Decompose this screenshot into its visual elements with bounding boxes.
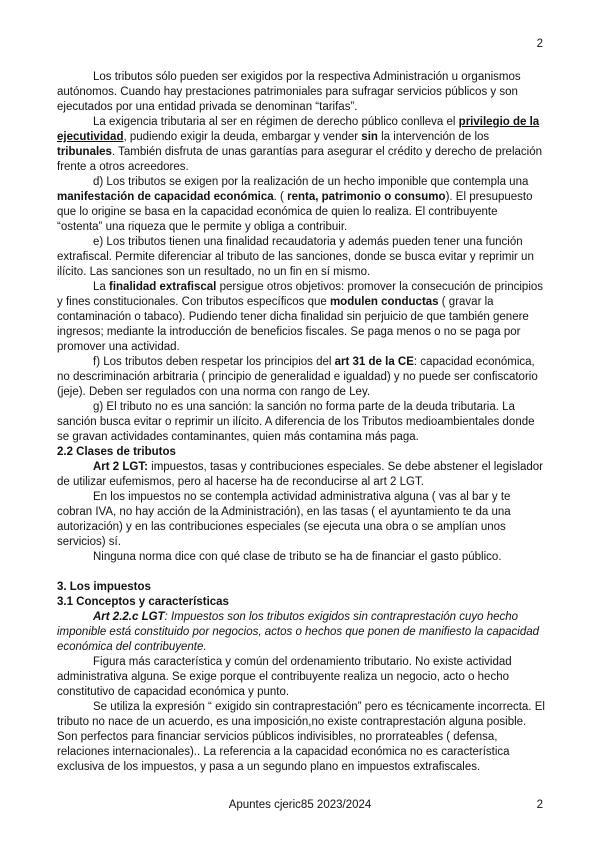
text-run: , pudiendo exigir la deuda, embargar y vender — [123, 131, 362, 143]
text-run: sin — [361, 131, 378, 143]
text-run: impuestos, tasas y contribuciones especiales. Se debe abstener el legislador de utilizar eufemismos, pero al hacerse ha de reconducirse al art 2 LGT. — [57, 461, 544, 488]
paragraph — [57, 490, 545, 550]
paragraph — [57, 460, 545, 490]
text-run: Figura más característica y común del ordenamiento tributario. No existe actividad administrativa alguna. Se exige porque el contribuyente realiza un negocio, acto o hecho constitutivo de capacidad económica y punto. — [57, 656, 512, 698]
text-run: d) Los tributos se exigen por la realización de un hecho imponible que contempla una — [93, 176, 529, 188]
paragraph — [57, 235, 545, 280]
paragraph — [57, 445, 545, 460]
text-run: En los impuestos no se contempla actividad administrativa alguna ( vas al bar y te cobran IVA, no hay acción de la Administración), en las tasas ( el ayuntamiento te da una autorización) y en las contribuciones especiales (se ejecuta una obra o se amplían unos servicios) sí. — [57, 491, 511, 548]
text-run: ). El presupuesto que lo origine se basa en la capacidad económica de quien lo realiza. El contribuyente “ostenta” una riqueza que le permite y obliga a contribuir. — [57, 191, 533, 233]
paragraph — [57, 355, 545, 400]
text-run: . También disfruta de unas garantías para asegurar el crédito y derecho de prelación frente a otros acreedores. — [57, 146, 542, 173]
text-run: Art 2.2.c LGT — [93, 611, 165, 623]
footer-page-number: 2 — [536, 799, 543, 811]
paragraph — [57, 550, 545, 565]
text-run: La exigencia tributaria al ser en régimen de derecho público conlleva el — [93, 116, 459, 128]
page-number-top: 2 — [536, 38, 543, 50]
text-run: : capacidad económica, no descriminación arbitraria ( principio de generalidad e igualdad) y no puede ser confiscatorio (jeje). Deben ser regulados con una norma con rango de Ley. — [57, 356, 538, 398]
text-run: 2.2 Clases de tributos — [57, 446, 176, 458]
text-run: 3. Los impuestos — [57, 581, 151, 593]
paragraph — [57, 580, 545, 595]
paragraph — [57, 655, 545, 700]
text-run: 3.1 Conceptos y características — [57, 596, 229, 608]
paragraph — [57, 610, 545, 655]
document-body — [57, 70, 545, 775]
paragraph — [57, 175, 545, 235]
paragraph — [57, 280, 545, 355]
text-run: g) El tributo no es una sanción: la sanción no forma parte de la deuda tributaria. La sanción busca evitar o reprimir un ilícito. A diferencia de los Tributos medioambientales donde se gravan actividades contaminantes, quien más contamina más paga. — [57, 401, 535, 443]
text-run: modulen conductas — [329, 296, 439, 308]
text-run: persigue otros objetivos: promover la consecución de principios y fines constitucionales. Con tributos específicos que — [57, 281, 544, 308]
text-run: f) Los tributos deben respetar los principios del — [93, 356, 335, 368]
text-run: art 31 de la CE — [334, 356, 414, 368]
text-run: ( gravar la contaminación o tabaco). Pudiendo tener dicha finalidad sin perjuicio de que también genere ingresos; mediante la introducción de beneficios fiscales. Se paga menos o no se paga por promover una actividad. — [57, 296, 529, 353]
text-run: Se utiliza la expresión “ exigido sin contraprestación” pero es técnicamente incorrecta. El tributo no nace de un acuerdo, es una imposición,no existe contraprestación alguna posible. Son perfectos para financiar servicios públicos indivisibles, no prorrateables ( defensa, relaciones internacionales).. La referencia a la capacidad económica no es característica exclusiva de los impuestos, y pasa a un segundo plano en impuestos extrafiscales. — [57, 701, 545, 773]
text-run: . ( — [273, 191, 288, 203]
text-run: Art 2 LGT: — [93, 461, 148, 473]
text-run: : Impuestos son los tributos exigidos sin contraprestación cuyo hecho imponible está constituido por negocios, actos o hechos que ponen de manifiesto la capacidad económica del contribuyente. — [57, 611, 540, 653]
text-run: finalidad extrafiscal — [109, 281, 217, 293]
paragraph — [57, 700, 545, 775]
footer-text: Apuntes cjeric85 2023/2024 — [228, 799, 372, 811]
paragraph — [57, 70, 545, 115]
paragraph — [57, 400, 545, 445]
paragraph — [57, 115, 545, 175]
text-run: e) Los tributos tienen una finalidad recaudatoria y además pueden tener una función extrafiscal. Permite diferenciar al tributo de las sanciones, donde se busca evitar y reprimir un ilícito. Las sanciones son un resultado, no un fin en sí mismo. — [57, 236, 534, 278]
text-run: manifestación de capacidad económica — [57, 191, 274, 203]
text-run: Los tributos sólo pueden ser exigidos por la respectiva Administración u organismos autónomos. Cuando hay prestaciones patrimoniales para sufragar servicios públicos y son ejecutados por una entidad privada se denominan “tarifas”. — [57, 71, 521, 113]
text-run: La — [93, 281, 109, 293]
paragraph-gap — [57, 565, 545, 580]
text-run: Ninguna norma dice con qué clase de tributo se ha de financiar el gasto público. — [93, 551, 502, 563]
paragraph — [57, 595, 545, 610]
text-run: la intervención de los — [377, 131, 490, 143]
text-run: privilegio de la ejecutividad — [57, 116, 540, 143]
text-run: tribunales — [57, 146, 112, 158]
text-run: renta, patrimonio o consumo — [287, 191, 446, 203]
